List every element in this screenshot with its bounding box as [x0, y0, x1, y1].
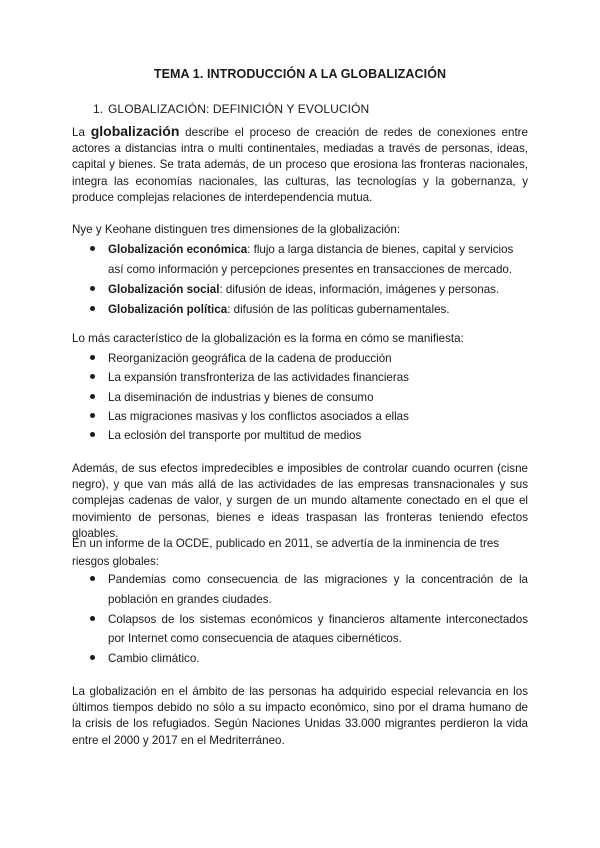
- bullet-icon: [90, 355, 95, 360]
- bullet-icon: [90, 432, 95, 437]
- list-item: [90, 280, 528, 300]
- intro-lead: La: [72, 126, 85, 139]
- list-item-text: Las migraciones masivas y los conflictos asociados a ellas: [108, 409, 409, 423]
- bullet-icon: [90, 246, 95, 251]
- intro-paragraph: [72, 123, 528, 206]
- bullet-icon: [90, 655, 95, 660]
- list-item: [90, 300, 528, 320]
- list-item: [90, 368, 528, 387]
- dimensions-list: [90, 240, 528, 320]
- bullet-icon: [90, 286, 95, 291]
- intro-keyword: globalización: [90, 123, 180, 139]
- list-item-text: La eclosión del transporte por multitud de medios: [108, 429, 362, 443]
- characteristics-list: [90, 349, 528, 445]
- list-item: [90, 649, 528, 669]
- list-item-text: Pandemias como consecuencia de las migraciones y la concentración de la población en grandes ciudades.: [108, 573, 528, 606]
- section-number: 1.: [93, 102, 104, 116]
- list-item: [90, 610, 528, 649]
- section-heading-text: GLOBALIZACIÓN: DEFINICIÓN Y EVOLUCIÓN: [108, 102, 370, 116]
- characteristics-intro: Lo más característico de la globalización es la forma en cómo se manifiesta:: [72, 332, 464, 345]
- effects-paragraph: Además, de sus efectos impredecibles e imposibles de controlar cuando ocurren (cisne negro), y que van más allá de las actividades de las empresas transnacionales y sus complejas cadenas de valor, y surgen de un mundo altamente conectado en el que el movimiento de personas, bienes e ideas traspasan las fronteras teniendo efectos gloables.: [72, 462, 528, 540]
- ocde-intro: En un informe de la OCDE, publicado en 2011, se advertía de la inminencia de tres riesgos globales:: [72, 537, 500, 568]
- list-item-text: La expansión transfronteriza de las actividades financieras: [108, 371, 409, 385]
- dimensions-intro: Nye y Keohane distinguen tres dimensiones de la globalización:: [72, 223, 401, 236]
- bullet-icon: [90, 616, 95, 621]
- closing-paragraph: La globalización en el ámbito de las personas ha adquirido especial relevancia en los últimos tiempos debido no sólo a su impacto económico, sino por el drama humano de la crisis de los refugiados. Según Naciones Unidas 33.000 migrantes perdieron la vida entre el 2000 y 2017 en el Medriterráneo.: [72, 685, 528, 747]
- dimension-term: Globalización económica: [108, 243, 248, 256]
- document-title: TEMA 1. INTRODUCCIÓN A LA GLOBALIZACIÓN: [153, 67, 447, 81]
- section-heading: [93, 102, 369, 116]
- list-item: [90, 407, 528, 426]
- dimension-term: Globalización social: [108, 282, 220, 296]
- list-item: [90, 240, 528, 279]
- list-item: [90, 388, 528, 407]
- risks-list: [90, 570, 528, 669]
- dimension-term: Globalización política: [108, 302, 228, 316]
- list-item: [90, 349, 528, 368]
- dimension-desc: : flujo a larga distancia de bienes, capital y servicios así como información y percepciones presentes en transacciones de mercado.: [108, 243, 514, 276]
- list-item-text: La diseminación de industrias y bienes de consumo: [108, 390, 374, 404]
- list-item-text: Colapsos de los sistemas económicos y financieros altamente interconectados por Internet como consecuencia de ataques cibernéticos.: [108, 612, 528, 645]
- bullet-icon: [90, 374, 95, 379]
- dimension-desc: : difusión de ideas, información, imágenes y personas.: [219, 282, 500, 296]
- bullet-icon: [90, 413, 95, 418]
- list-item: [90, 426, 528, 445]
- list-item: [90, 570, 528, 609]
- bullet-icon: [90, 394, 95, 399]
- dimension-desc: : difusión de las políticas gubernamentales.: [227, 302, 450, 316]
- bullet-icon: [90, 306, 95, 311]
- bullet-icon: [90, 576, 95, 581]
- list-item-text: Cambio climático.: [108, 652, 200, 665]
- list-item-text: Reorganización geográfica de la cadena de producción: [108, 352, 392, 365]
- intro-text: describe el proceso de creación de redes de conexiones entre actores a distancias intra o multi continentales, mediadas a través de personas, ideas, capital y bienes. Se trata además, de un proceso que erosiona las fronteras nacionales, integra las economías nacionales, las culturas, las tecnologías y la gobernanza, y produce complejas relaciones de interdependencia mutua.: [72, 126, 528, 204]
